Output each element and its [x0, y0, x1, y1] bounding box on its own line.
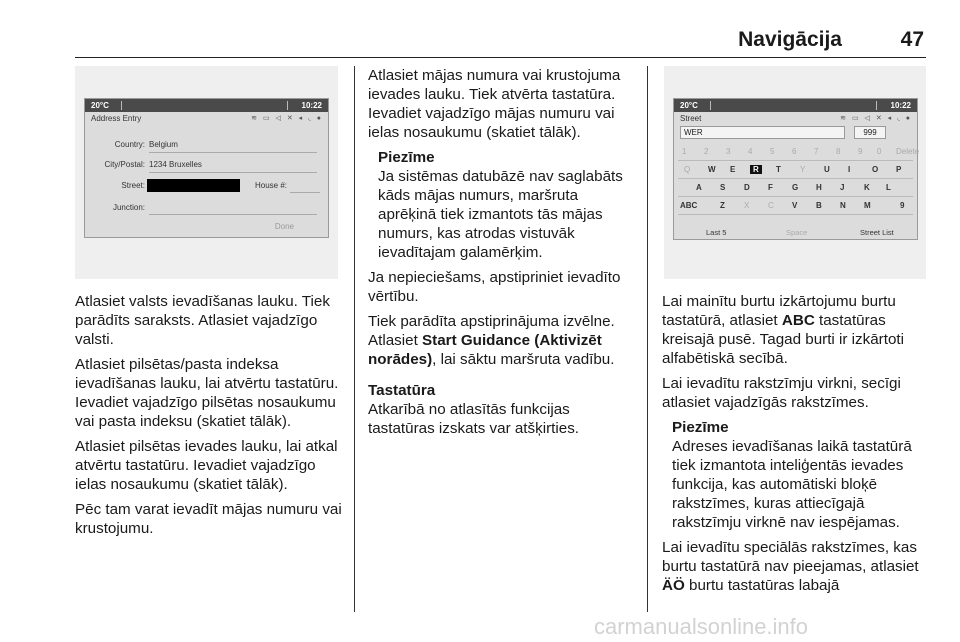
letter-row-3 [674, 199, 917, 213]
clock: 10:22 [301, 101, 322, 110]
key-j[interactable]: J [840, 183, 845, 192]
status-icons: ≋ ▭ ◁ ✕ ◂ ◟ ● [840, 115, 912, 122]
letter-row-2 [674, 181, 917, 195]
house-field[interactable] [255, 181, 287, 190]
status-bar [85, 99, 328, 112]
key-v[interactable]: V [792, 201, 798, 210]
key-row-divider [678, 196, 913, 197]
page-number: 47 [900, 28, 924, 51]
section-heading: Tastatūra [368, 382, 436, 399]
street-label: Street: [121, 181, 145, 190]
house-number-input[interactable]: 999 [854, 126, 886, 139]
note-box [662, 418, 930, 532]
paragraph: Lai ievadītu rakstzīmju virkni, secīgi atlasiet vajadzīgās rakstzīmes. [662, 375, 901, 411]
menu-option-name: Start Guidance (Aktivizēt norādes) [368, 332, 602, 368]
figure-street-keyboard [664, 66, 926, 279]
temperature: 20°C [680, 101, 698, 110]
paragraph [368, 312, 638, 369]
key-m[interactable]: M [864, 201, 871, 210]
key-a[interactable]: A [696, 183, 702, 192]
country-label: Country: [114, 140, 145, 149]
page-title: Navigācija [738, 28, 842, 51]
paragraph: Atlasiet pilsētas ievades lauku, lai atkal atvērtu tastatūru. Ievadiet vajadzīgo ielas nosaukumu (skatiet tālāk). [75, 438, 338, 493]
key-l[interactable]: L [886, 183, 891, 192]
keyboard-bottom-bar [674, 225, 917, 239]
key-7[interactable]: 7 [814, 147, 819, 156]
key-e[interactable]: E [730, 165, 736, 174]
field-underline [290, 192, 320, 193]
text-run: Lai ievadītu speciālās rakstzīmes, kas burtu tastatūrā nav pieejamas, atlasiet [662, 539, 919, 575]
status-icons: ≋ ▭ ◁ ✕ ◂ ◟ ● [251, 115, 323, 122]
key-o[interactable]: O [872, 165, 879, 174]
key-5[interactable]: 5 [770, 147, 775, 156]
text-run: , lai sāktu maršruta vadību. [432, 351, 615, 368]
house-label: House #: [255, 181, 288, 190]
key-row-divider [678, 160, 913, 161]
text-run: tastatūras kreisajā pusē. Tagad burti ir izkārtoti alfabētiskā secībā. [662, 312, 904, 367]
text-run: Tiek parādīta apstiprinājuma izvēlne. Atlasiet [368, 313, 615, 349]
key-i[interactable]: I [848, 165, 851, 174]
key-p[interactable]: P [896, 165, 902, 174]
done-button[interactable]: Done [274, 222, 294, 231]
text-run: burtu tastatūras labajā [684, 577, 840, 594]
status-bar [674, 99, 917, 112]
key-u[interactable]: U [824, 165, 830, 174]
key-c[interactable]: C [768, 201, 774, 210]
paragraph [662, 292, 930, 368]
key-y[interactable]: Y [800, 165, 806, 174]
key-t[interactable]: T [776, 165, 781, 174]
key-w[interactable]: W [708, 165, 716, 174]
key-row-divider [678, 178, 913, 179]
key-6[interactable]: 6 [792, 147, 797, 156]
key-3[interactable]: 3 [726, 147, 731, 156]
key-b[interactable]: B [816, 201, 822, 210]
abc-layout-key[interactable]: ABC [680, 201, 698, 210]
key-8[interactable]: 8 [836, 147, 841, 156]
status-separator [876, 101, 877, 110]
button-name: ÄÖ [662, 577, 685, 594]
paragraph: Pēc tam varat ievadīt mājas numuru vai krustojumu. [75, 501, 342, 537]
last-5-button[interactable]: Last 5 [706, 228, 727, 237]
watermark: carmanualsonline.info [594, 614, 809, 639]
junction-label: Junction: [112, 203, 145, 212]
paragraph: Atlasiet pilsētas/pasta indeksa ievadīšanas lauku, lai atvērtu tastatūru. Ievadiet vajadzīgo pilsētas nosaukumu vai pasta indeksu (skatiet tālāk). [75, 356, 339, 430]
temperature: 20°C [91, 101, 109, 110]
screen-title: Address Entry [91, 114, 142, 123]
key-s[interactable]: S [720, 183, 726, 192]
key-r[interactable]: R [750, 165, 762, 174]
key-2[interactable]: 2 [704, 147, 709, 156]
paragraph: Atlasiet valsts ievadīšanas lauku. Tiek parādīts saraksts. Atlasiet vajadzīgo valsti. [75, 293, 330, 348]
key-row-divider [678, 214, 913, 215]
key-q[interactable]: Q [684, 165, 691, 174]
column-divider-2 [647, 66, 648, 612]
key-x[interactable]: X [744, 201, 750, 210]
street-text-input[interactable]: WER [680, 126, 845, 139]
note-box [368, 148, 638, 262]
delete-key[interactable]: Delete [896, 147, 920, 156]
field-underline [149, 172, 317, 173]
space-button[interactable]: Space [786, 228, 808, 237]
paragraph: Atlasiet mājas numura vai krustojuma ievades lauku. Tiek atvērta tastatūra. Ievadiet vajadzīgo mājas numuru vai ielas nosaukumu (skatiet tālāk). [368, 67, 621, 141]
text-run: Lai mainītu burtu izkārtojumu burtu tastatūrā, atlasiet [662, 293, 896, 329]
key-k[interactable]: K [864, 183, 870, 192]
status-separator [710, 101, 711, 110]
key-4[interactable]: 4 [748, 147, 753, 156]
paragraph: Atkarībā no atlasītās funkcijas tastatūras izskats var atšķirties. [368, 401, 580, 437]
country-value: Belgium [149, 140, 178, 149]
clock: 10:22 [890, 101, 911, 110]
display-screen [673, 98, 918, 240]
key-0[interactable]: 0 [877, 147, 882, 156]
key-f[interactable]: F [768, 183, 773, 192]
street-input-highlight[interactable] [147, 179, 240, 192]
key-g[interactable]: G [792, 183, 799, 192]
display-screen [84, 98, 329, 238]
key-1[interactable]: 1 [682, 147, 687, 156]
status-separator [287, 101, 288, 110]
city-value: 1234 Bruxelles [149, 160, 202, 169]
field-underline [149, 214, 317, 215]
key-d[interactable]: D [744, 183, 750, 192]
country-field[interactable] [114, 140, 178, 149]
page-header [75, 26, 926, 58]
digit-row [674, 145, 920, 159]
status-separator [121, 101, 122, 110]
screen-title: Street [680, 114, 702, 123]
button-name: ABC [781, 312, 815, 329]
right-column [662, 292, 930, 601]
street-list-button[interactable]: Street List [860, 228, 894, 237]
key-z[interactable]: Z [720, 201, 725, 210]
city-label: City/Postal: [104, 160, 145, 169]
column-divider-1 [354, 66, 355, 612]
field-underline [149, 152, 317, 153]
key-n[interactable]: N [840, 201, 846, 210]
paragraph: Ja nepieciešams, apstipriniet ievadīto vērtību. [368, 269, 621, 305]
left-column [75, 292, 345, 544]
city-field[interactable] [104, 160, 202, 169]
key-h[interactable]: H [816, 183, 822, 192]
note-title: Piezīme [672, 419, 729, 436]
note-text: Adreses ievadīšanas laikā tastatūrā tiek izmantota inteliģentās ievades funkcija, kas automātiski bloķē rakstzīmes, kuras attiecīgajā rakstzīmju virknē nav iespējamas. [672, 438, 912, 531]
paragraph [662, 538, 930, 595]
key-9[interactable]: 9 [858, 147, 863, 156]
figure-address-entry [75, 66, 338, 279]
middle-column [368, 66, 638, 444]
note-text: Ja sistēmas datubāzē nav saglabāts kāds mājas numurs, maršruta aprēķinā tiek izmantots tās mājas numurs, kas atrodas vistuvāk ievadītajam galamērķim. [378, 168, 623, 261]
note-title: Piezīme [378, 149, 435, 166]
letter-row-1 [674, 163, 917, 177]
special-key-9[interactable]: 9 [900, 201, 905, 210]
